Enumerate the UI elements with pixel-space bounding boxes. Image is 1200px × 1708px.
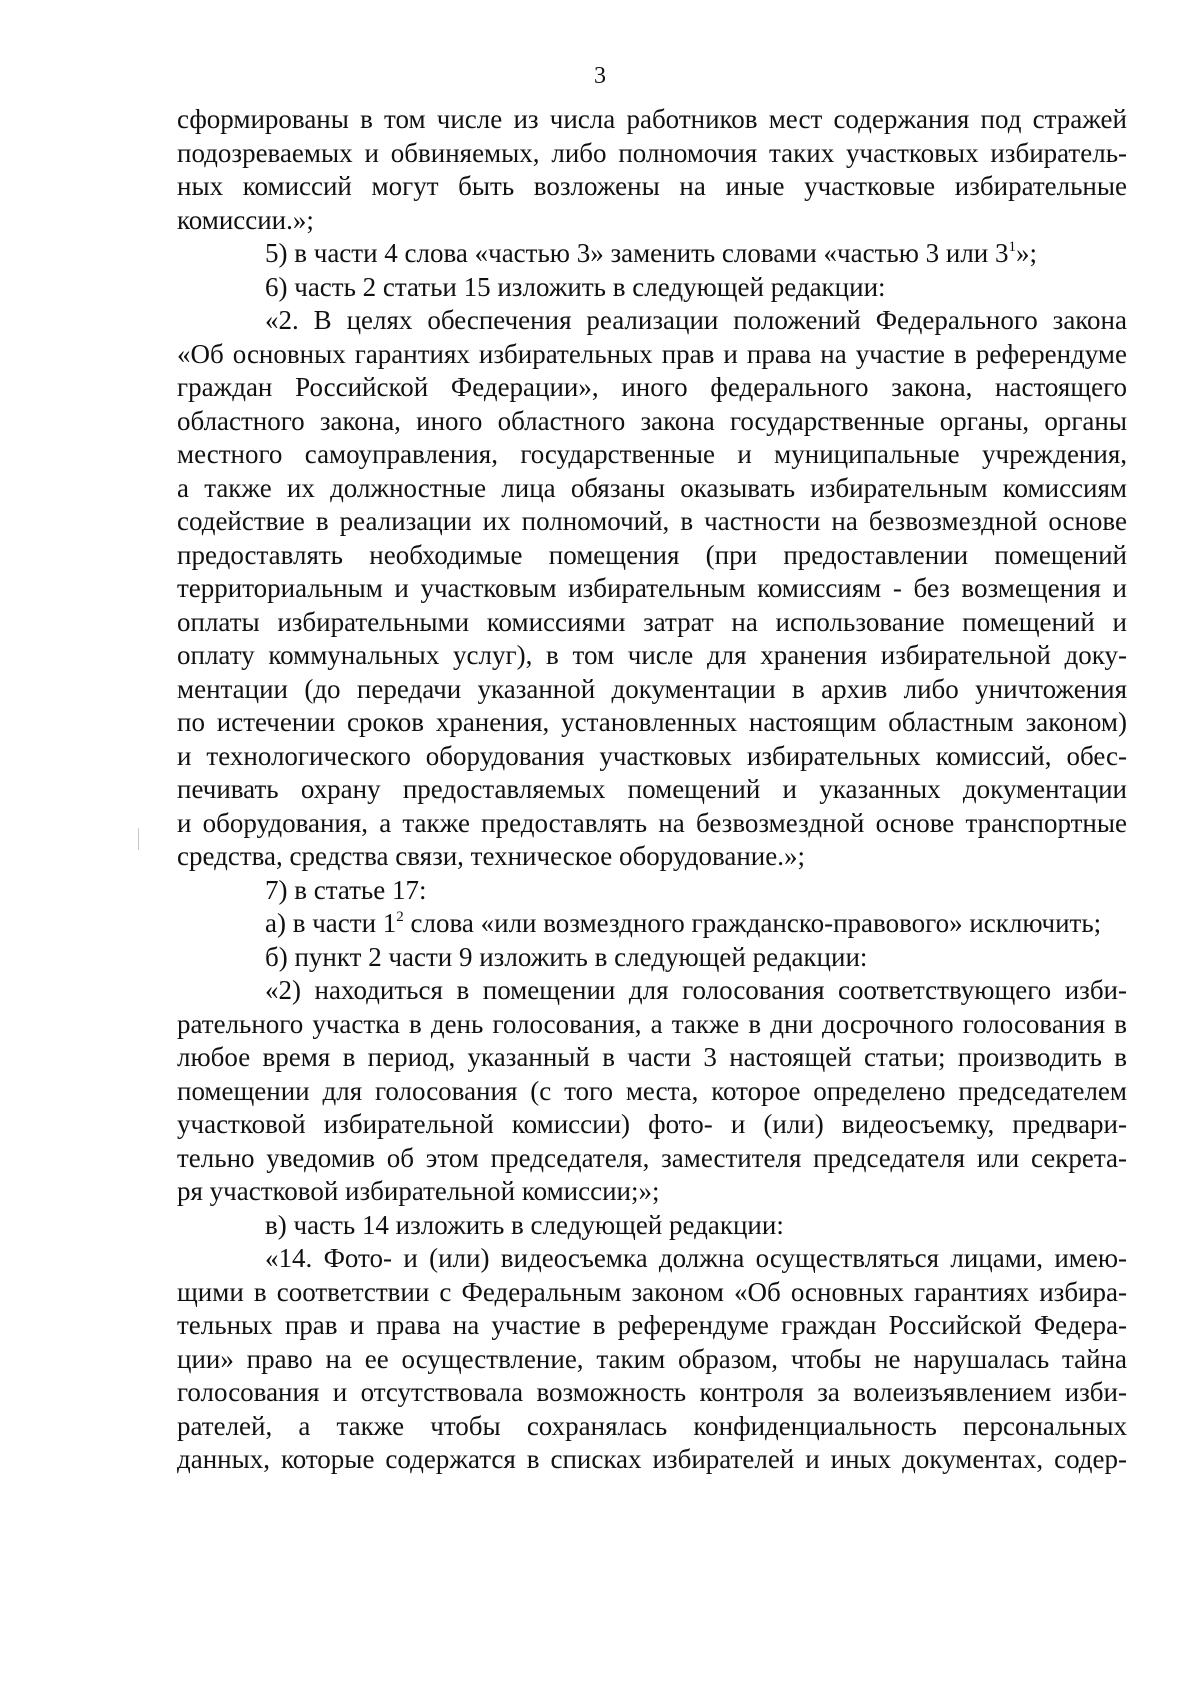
text-line: 7) в статье 17: (265, 875, 427, 905)
text-line: подозреваемых и обвиняемых, либо полномочия таких участковых избиратель- (177, 138, 1127, 168)
text-line: территориальным и участковым избирательным комиссиям - без возмещения и (177, 573, 1127, 603)
text-line: ных комиссий могут быть возложены на иные участковые избирательные (177, 171, 1127, 201)
text-line: помещении для голосования (с того места, которое определено председателем (177, 1076, 1127, 1106)
text-line: «Об основных гарантиях избирательных прав и права на участие в референдуме (177, 339, 1127, 369)
text-line: тельно уведомив об этом председателя, заместителя председателя или секрета- (177, 1143, 1127, 1173)
scan-artifact (138, 828, 139, 850)
text-line: средства, средства связи, техническое оборудование.»; (177, 841, 805, 871)
text-line-main: 5) в части 4 слова «частью 3» заменить словами «частью 3 или 3 (265, 238, 1009, 268)
text-line-tail: слова «или возмездного гражданско-правового» исключить; (403, 908, 1102, 938)
text-line: местного самоуправления, государственные и муниципальные учреждения, (177, 439, 1127, 469)
page-number: 3 (594, 63, 606, 89)
text-line: оплаты избирательными комиссиями затрат на использование помещений и (177, 607, 1127, 637)
text-line: а также их должностные лица обязаны оказывать избирательным комиссиям (177, 473, 1127, 503)
text-line: «2) находиться в помещении для голосования соответствующего изби- (265, 975, 1127, 1005)
text-line: граждан Российской Федерации», иного федерального закона, настоящего (177, 372, 1127, 402)
text-line: предоставлять необходимые помещения (при предоставлении помещений (177, 540, 1127, 570)
text-line: и оборудования, а также предоставлять на безвозмездной основе транспортные (177, 808, 1127, 838)
text-line: оплату коммунальных услуг), в том числе для хранения избирательной доку- (177, 640, 1127, 670)
text-line-main: а) в части 1 (265, 908, 397, 938)
text-line: в) часть 14 изложить в следующей редакции: (265, 1210, 784, 1240)
superscript: 1 (1008, 239, 1017, 255)
text-line: ментации (до передачи указанной документации в архив либо уничтожения (177, 674, 1127, 704)
text-line: комиссии.»; (177, 205, 314, 235)
text-line: б) пункт 2 части 9 изложить в следующей редакции: (265, 942, 868, 972)
text-line: печивать охрану предоставляемых помещений и указанных документации (177, 774, 1127, 804)
text-line-tail: »; (1016, 238, 1038, 268)
text-line: ции» право на ее осуществление, таким образом, чтобы не нарушалась тайна (177, 1344, 1127, 1374)
text-line: содействие в реализации их полномочий, в частности на безвозмездной основе (177, 506, 1127, 536)
text-line (265, 906, 1127, 940)
text-line: по истечении сроков хранения, установленных настоящим областным законом) (177, 707, 1127, 737)
text-line: участковой избирательной комиссии) фото- и (или) видеосъемку, предвари- (177, 1109, 1127, 1139)
text-line: и технологического оборудования участковых избирательных комиссий, обес- (177, 741, 1127, 771)
text-line: рателей, а также чтобы сохранялась конфиденциальность персональных (177, 1411, 1127, 1441)
text-line: голосования и отсутствовала возможность контроля за волеизъявлением изби- (177, 1377, 1127, 1407)
text-line: «2. В целях обеспечения реализации положений Федерального закона (265, 305, 1127, 335)
text-line (265, 236, 1127, 270)
text-line: областного закона, иного областного закона государственные органы, органы (177, 406, 1127, 436)
text-line: сформированы в том числе из числа работников мест содержания под стражей (177, 104, 1127, 134)
text-line: любое время в период, указанный в части 3 настоящей статьи; производить в (177, 1042, 1127, 1072)
text-line: рательного участка в день голосования, а также в дни досрочного голосования в (177, 1009, 1127, 1039)
text-line: ря участковой избирательной комиссии;»; (177, 1176, 660, 1206)
superscript: 2 (396, 909, 404, 925)
text-line: тельных прав и права на участие в референдуме граждан Российской Федера- (177, 1310, 1127, 1340)
text-line: «14. Фото- и (или) видеосъемка должна осуществляться лицами, имею- (265, 1243, 1127, 1273)
text-line: данных, которые содержатся в списках избирателей и иных документах, содер- (177, 1444, 1127, 1474)
text-line: щими в соответствии с Федеральным законом «Об основных гарантиях избира- (177, 1277, 1127, 1307)
text-line: 6) часть 2 статьи 15 изложить в следующей редакции: (265, 272, 886, 302)
